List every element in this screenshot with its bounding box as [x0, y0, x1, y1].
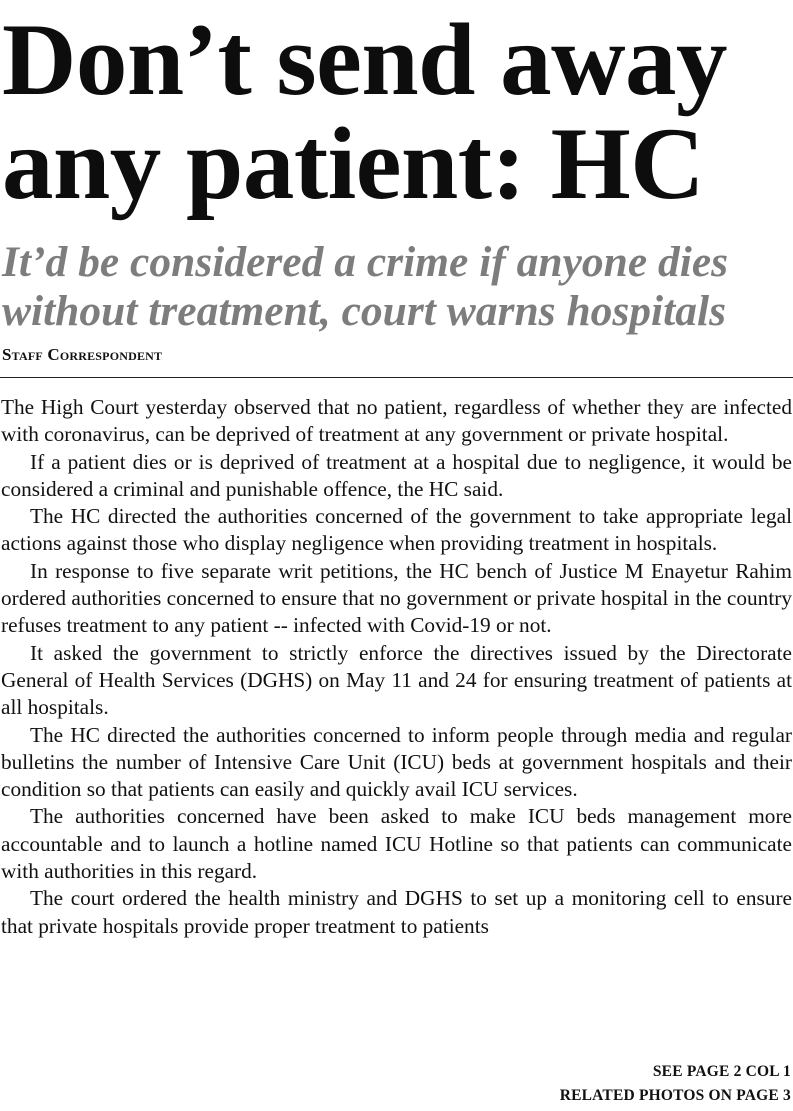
- subheadline: It’d be considered a crime if anyone dies without treatment, court warns hospitals: [2, 238, 729, 335]
- body-paragraph: The authorities concerned have been asked to make ICU beds management more accountable and to launch a hotline named ICU Hotline so that patients can communicate with authorities in this regard.: [1, 804, 792, 884]
- continuation-notes: [560, 1060, 791, 1108]
- body-paragraph: If a patient dies or is deprived of treatment at a hospital due to negligence, it would be considered a criminal and punishable offence, the HC said.: [1, 449, 792, 501]
- article-body: [1, 394, 792, 940]
- body-paragraph: It asked the government to strictly enforce the directives issued by the Directorate General of Health Services (DGHS) on May 11 and 24 for ensuring treatment of patients at all hospitals.: [1, 640, 792, 720]
- related-photos-line: RELATED PHOTOS ON PAGE 3: [559, 1087, 791, 1104]
- headline: Don’t send away any patient: HC: [2, 3, 728, 221]
- body-paragraph: The court ordered the health ministry and DGHS to set up a monitoring cell to ensure that private hospitals provide proper treatment to patients: [1, 886, 792, 938]
- jump-line: SEE PAGE 2 COL 1: [652, 1063, 791, 1080]
- body-paragraph: The HC directed the authorities concerned to inform people through media and regular bulletins the number of Intensive Care Unit (ICU) beds at government hospitals and their condition so that patients can easily and quickly avail ICU services.: [1, 722, 792, 802]
- byline: Staff Correspondent: [2, 345, 163, 364]
- body-paragraph: In response to five separate writ petitions, the HC bench of Justice M Enayetur Rahim ordered authorities concerned to ensure that no government or private hospital in the country refuses treatment to any patient -- infected with Covid-19 or not.: [1, 558, 792, 638]
- byline-divider: [0, 377, 793, 378]
- body-paragraph: The High Court yesterday observed that no patient, regardless of whether they are infected with coronavirus, can be deprived of treatment at any government or private hospital.: [1, 395, 792, 447]
- body-paragraph: The HC directed the authorities concerned of the government to take appropriate legal actions against those who display negligence when providing treatment in hospitals.: [1, 504, 792, 556]
